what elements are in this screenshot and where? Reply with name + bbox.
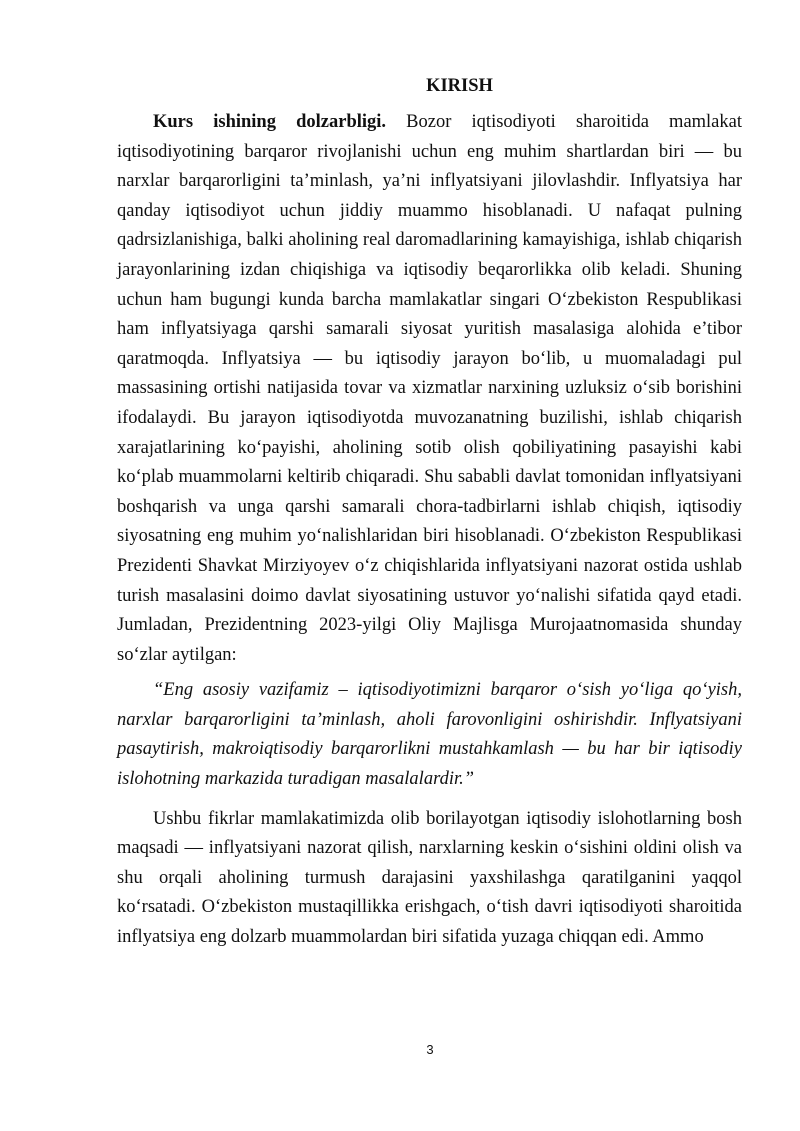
page-number: 3: [426, 1042, 434, 1057]
section-heading: KIRISH: [426, 76, 493, 96]
president-quote: “Eng asosiy vazifamiz – iqtisodiyotimizni barqaror o‘sish yo‘liga qo‘yish, narxlar barqarorligini ta’minlash, aholi farovonligini oshirishdir. Inflyatsiyani pasaytirish, makroiqtisodiy barqarorlikni mustahkamlash — bu har bir iqtisodiy islohotning markazida turadigan masalalardir.”: [117, 680, 742, 790]
body-paragraph: Ushbu fikrlar mamlakatimizda olib borilayotgan iqtisodiy islohotlarning bosh maqsadi — inflyatsiyani nazorat qilish, narxlarning keskin o‘sishini oldini olish va shu orqali aholining turmush darajasini yaxshilashga qaratilganini yaqqol ko‘rsatadi. O‘zbekiston mustaqillikka erishgach, o‘tish davri iqtisodiyoti sharoitida inflyatsiya eng dolzarb muammolardan biri sifatida yuzaga chiqqan edi. Ammo: [117, 808, 742, 948]
intro-lead: Kurs ishining dolzarbligi.: [153, 112, 387, 132]
document-page: [117, 72, 742, 953]
intro-paragraph: [117, 108, 742, 670]
intro-body: Bozor iqtisodiyoti sharoitida mamlakat iqtisodiyotining barqaror rivojlanishi uchun eng muhim shartlardan biri — bu narxlar barqarorligini ta’minlash, ya’ni inflyatsiyani jilovlashdir. Inflyatsiya har qanday iqtisodiyot uchun jiddiy muammo hisoblanadi. U nafaqat pulning qadrsizlanishiga, balki aholining real daromadlarining kamayishiga, ishlab chiqarish jarayonlarining izdan chiqishiga va iqtisodiy beqarorlikka olib keladi. Shuning uchun ham bugungi kunda barcha mamlakatlar singari O‘zbekiston Respublikasi ham inflyatsiyaga qarshi samarali siyosat yuritish masalasiga alohida e’tibor qaratmoqda. Inflyatsiya — bu iqtisodiy jarayon bo‘lib, u muomaladagi pul massasining ortishi natijasida tovar va xizmatlar narxining uzluksiz o‘sib borishini ifodalaydi. Bu jarayon iqtisodiyotda muvozanatning buzilishi, ishlab chiqarish xarajatlarining ko‘payishi, aholining sotib olish qobiliyatining pasayishi kabi ko‘plab muammolarni keltirib chiqaradi. Shu sababli davlat tomonidan inflyatsiyani boshqarish va unga qarshi samarali chora-tadbirlarni ishlab chiqish, iqtisodiy siyosatning eng muhim yo‘nalishlaridan biri hisoblanadi. O‘zbekiston Respublikasi Prezidenti Shavkat Mirziyoyev o‘z chiqishlarida inflyatsiyani nazorat ostida ushlab turish masalasini doimo davlat siyosatining ustuvor yo‘nalishi sifatida qayd etadi. Jumladan, Prezidentning 2023-yilgi Oliy Majlisga Murojaatnomasida shunday so‘zlar aytilgan:: [117, 112, 742, 665]
